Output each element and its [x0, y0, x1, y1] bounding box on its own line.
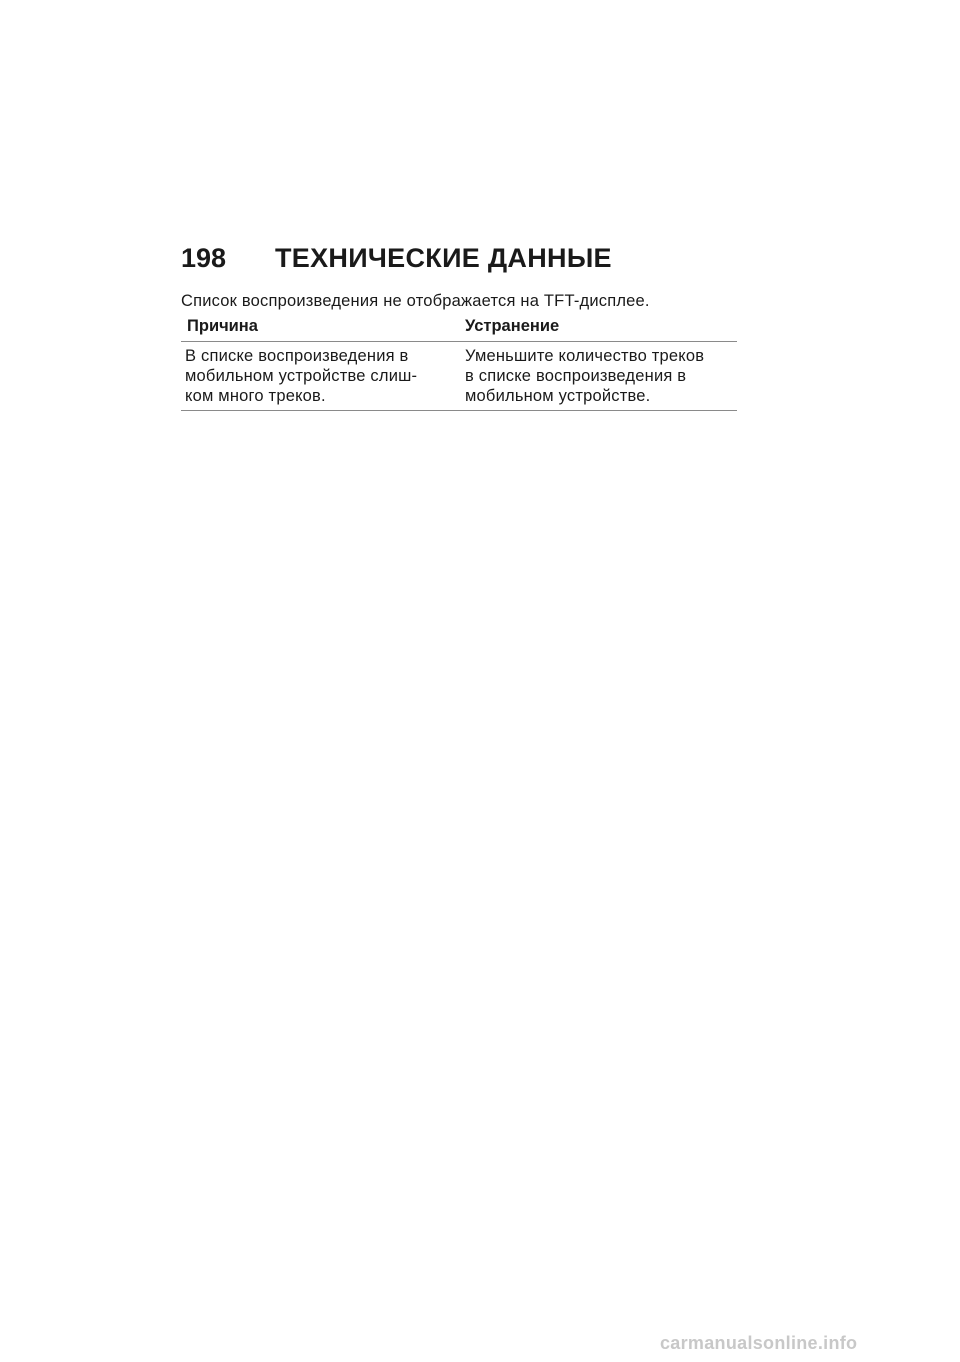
- table-row: [181, 342, 737, 411]
- column-header-cause: Причина: [187, 317, 258, 335]
- chapter-title: ТЕХНИЧЕСКИЕ ДАННЫЕ: [275, 243, 612, 273]
- page-number: 198: [181, 243, 227, 273]
- remedy-cell: [465, 346, 737, 406]
- remedy-line: Уменьшите количество треков: [465, 347, 705, 365]
- table-header-row: [181, 315, 737, 342]
- section-intro: Список воспроизведения не отображается на TFT-дисплее.: [181, 292, 650, 310]
- cause-line: В списке воспроизведения в: [185, 347, 409, 365]
- watermark: carmanualsonline.info: [660, 1333, 858, 1353]
- page-header: [181, 243, 737, 279]
- cause-line: мобильном устройстве слиш-: [185, 367, 418, 385]
- troubleshooting-table: [181, 315, 737, 411]
- page-content: [181, 243, 737, 411]
- column-header-remedy: Устранение: [465, 317, 560, 335]
- remedy-line: мобильном устройстве.: [465, 387, 651, 405]
- cause-line: ком много треков.: [185, 387, 326, 405]
- cause-cell: [181, 346, 465, 406]
- remedy-line: в списке воспроизведения в: [465, 367, 687, 385]
